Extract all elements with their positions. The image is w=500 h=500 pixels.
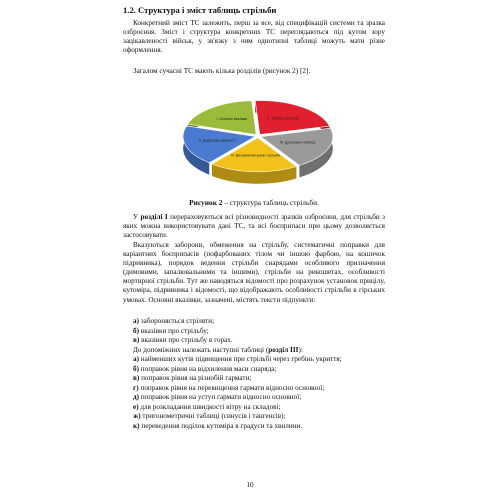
pie-slice-label: I. Основні вказівки [216,116,248,121]
figure-caption-label: Рисунок 2 [189,198,223,207]
section1-lead: розділі I [140,213,168,221]
list-item: д) поправок рівня на уступ гармати відносно основної; [133,393,302,401]
list-item: б) поправок рівня на відхилення маси снаряда; [133,364,277,373]
figure-caption-text: – структура таблиць стрільби. [222,198,319,207]
structure-pie-chart [178,92,338,194]
pie-slice-label: II. Таблиці стрільби [266,116,300,121]
aux-tables-intro: До допоміжних належать наступні таблиці (розділ III): [133,345,303,354]
list-item: г) поправок рівня на перевищення гармати відносно основної; [133,383,325,392]
pie-slice-label: V. Додаткові відомості [198,138,236,143]
list-item: в) поправок рівня на різнобій гармати; [133,374,252,382]
list-item: а) найменших кутів підвищення при стрільбі через гребінь укриття; [133,355,342,363]
pie-slice-label: IV. Визначення умов стрільби [230,153,280,158]
list-item: е) для розкладання швидкості вітру на складові; [133,402,281,411]
figure-caption [123,198,385,208]
instructions-list [123,317,385,431]
intro-paragraph: Конкретний зміст ТС залежить, перш за все, від специфікацій системи та зразка озброєння. Зміст і структура конкретних ТС переглядаються під кутом зору зацікавленості військ, у зв'язку з чим однотипні таблиці можуть мати різне оформлення. [123,19,385,55]
list-item: в) вказівки про стрільбу в горах. [133,336,233,344]
list-item: а) забороняється стріляти; [133,317,215,325]
list-item: к) переведення поділок кутоміра в градуси та хвилини. [133,421,303,430]
pie-tops [183,101,333,172]
list-item: ж) тригонометричні таблиці (синусів і тангенсів); [133,412,286,420]
section1-body-paragraph: Вказуються заборони, обмеження на стрільбу, систематичні поправки для варіантних боєприпасів (пофарбованих тілом чи іншою фарбою, на кошичок підривника), порядок ведення стрільби снарядами особливого призначення (димовими, запалювальними та іншими), стрільби на рикошетах, особливості мортирної стрільби. Тут же наводяться відомості про розрахунок установок прицілу, кутоміра, підривника і відомості, що відображають особливості стрільби в гірських умовах. Основні вказівки, зазначені, містять тексти підпункти: [123,241,385,304]
pie-slice-label: III. Допоміжні таблиці [279,140,316,145]
section1-rest: перераховуються всі різновидності зразків озброєння, для стрільби з яких можна використовувати дані ТС, та всі боєприпаси при цьому дозволяється застосовувати. [123,213,385,240]
section1-paragraph [123,213,385,240]
parts-paragraph: Загалом сучасні ТС мають кілька розділів (рисунок 2) [2]. [133,67,311,75]
section-heading: 1.2. Структура і зміст таблиць стрільби [123,5,277,15]
list-item: б) вказівки про стрільбу; [133,326,209,335]
section1-pre: У [133,213,141,221]
page-number: 10 [246,481,254,489]
